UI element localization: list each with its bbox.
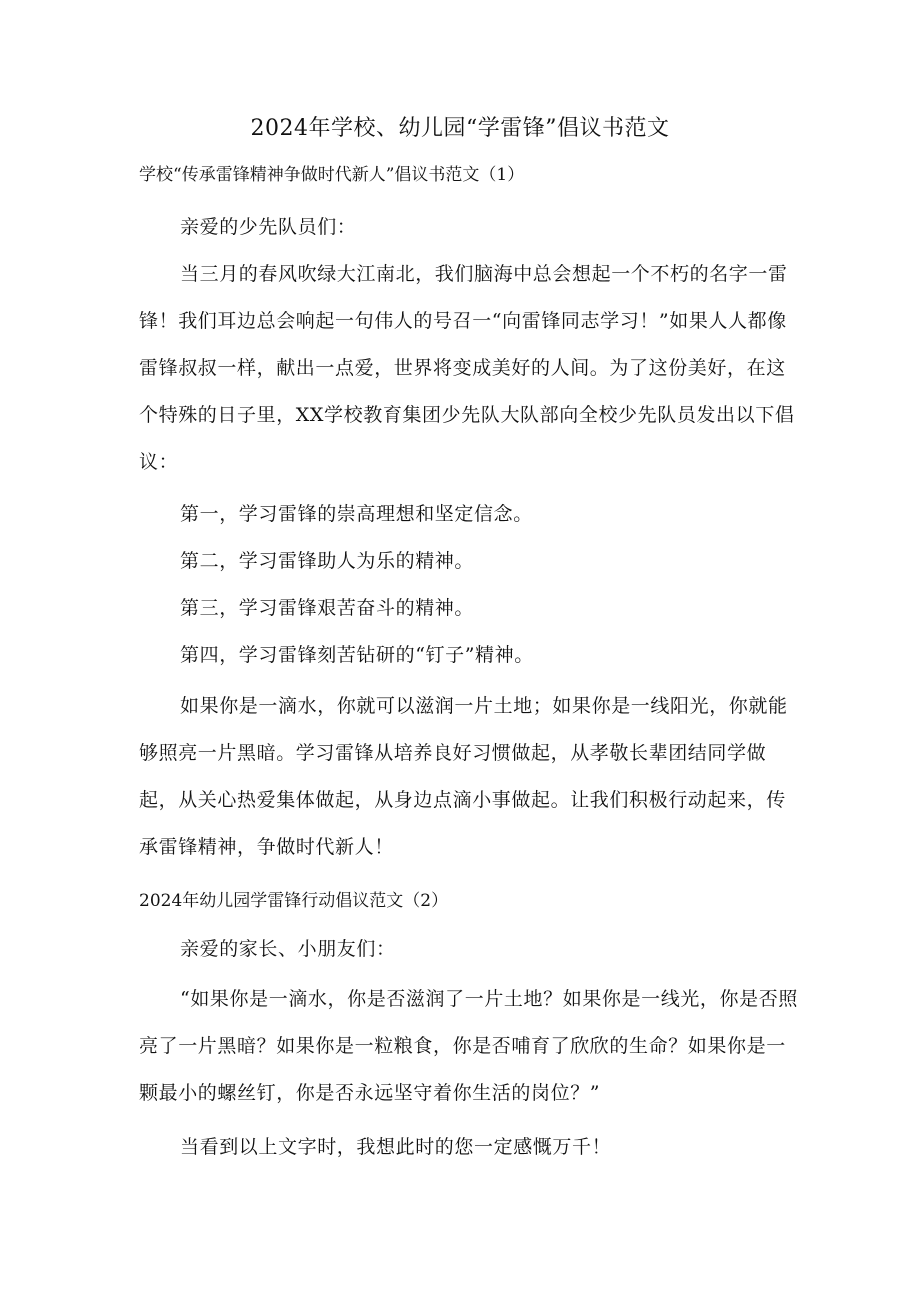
section-2-paragraph: 当看到以上文字时，我想此时的您一定感慨万千！ xyxy=(180,1136,612,1158)
list-item-2: 第二，学习雷锋助人为乐的精神。 xyxy=(180,550,475,572)
list-item-4: 第四，学习雷锋刻苦钻研的“钉子”精神。 xyxy=(180,644,534,666)
section-1-paragraph: 当三月的春风吹绿大江南北，我们脑海中总会想起一个不朽的名字一雷锋！我们耳边总会响起一句伟人的号召一“向雷锋同志学习！”如果人人都像雷锋叔叔一样，献出一点爱，世界将变成美好的人间。为了这份美好，在这个特殊的日子里，XX学校教育集团少先队大队部向全校少先队员发出以下倡议： xyxy=(139,263,795,473)
section-2-greeting: 亲爱的家长、小朋友们： xyxy=(180,938,396,960)
section-1-greeting: 亲爱的少先队员们： xyxy=(180,216,357,238)
section-2-quote: “如果你是一滴水，你是否滋润了一片土地？如果你是一线光，你是否照亮了一片黑暗？如果你是一粒粮食，你是否哺育了欣欣的生命？如果你是一颗最小的螺丝钉，你是否永远坚守着你生活的岗位？” xyxy=(139,988,798,1104)
section-1-closing: 如果你是一滴水，你就可以滋润一片土地；如果你是一线阳光，你就能够照亮一片黑暗。学习雷锋从培养良好习惯做起，从孝敬长辈团结同学做起，从关心热爱集体做起，从身边点滴小事做起。让我们积极行动起来，传承雷锋精神，争做时代新人！ xyxy=(139,695,788,858)
section-2-heading: 2024年幼儿园学雷锋行动倡议范文（2） xyxy=(139,891,449,911)
section-1-heading: 学校“传承雷锋精神争做时代新人”倡议书范文（1） xyxy=(139,165,525,185)
list-item-3: 第三，学习雷锋艰苦奋斗的精神。 xyxy=(180,597,475,619)
list-item-1: 第一，学习雷锋的崇高理想和坚定信念。 xyxy=(180,503,533,525)
document-title: 2024年学校、幼儿园“学雷锋”倡议书范文 xyxy=(250,116,670,141)
